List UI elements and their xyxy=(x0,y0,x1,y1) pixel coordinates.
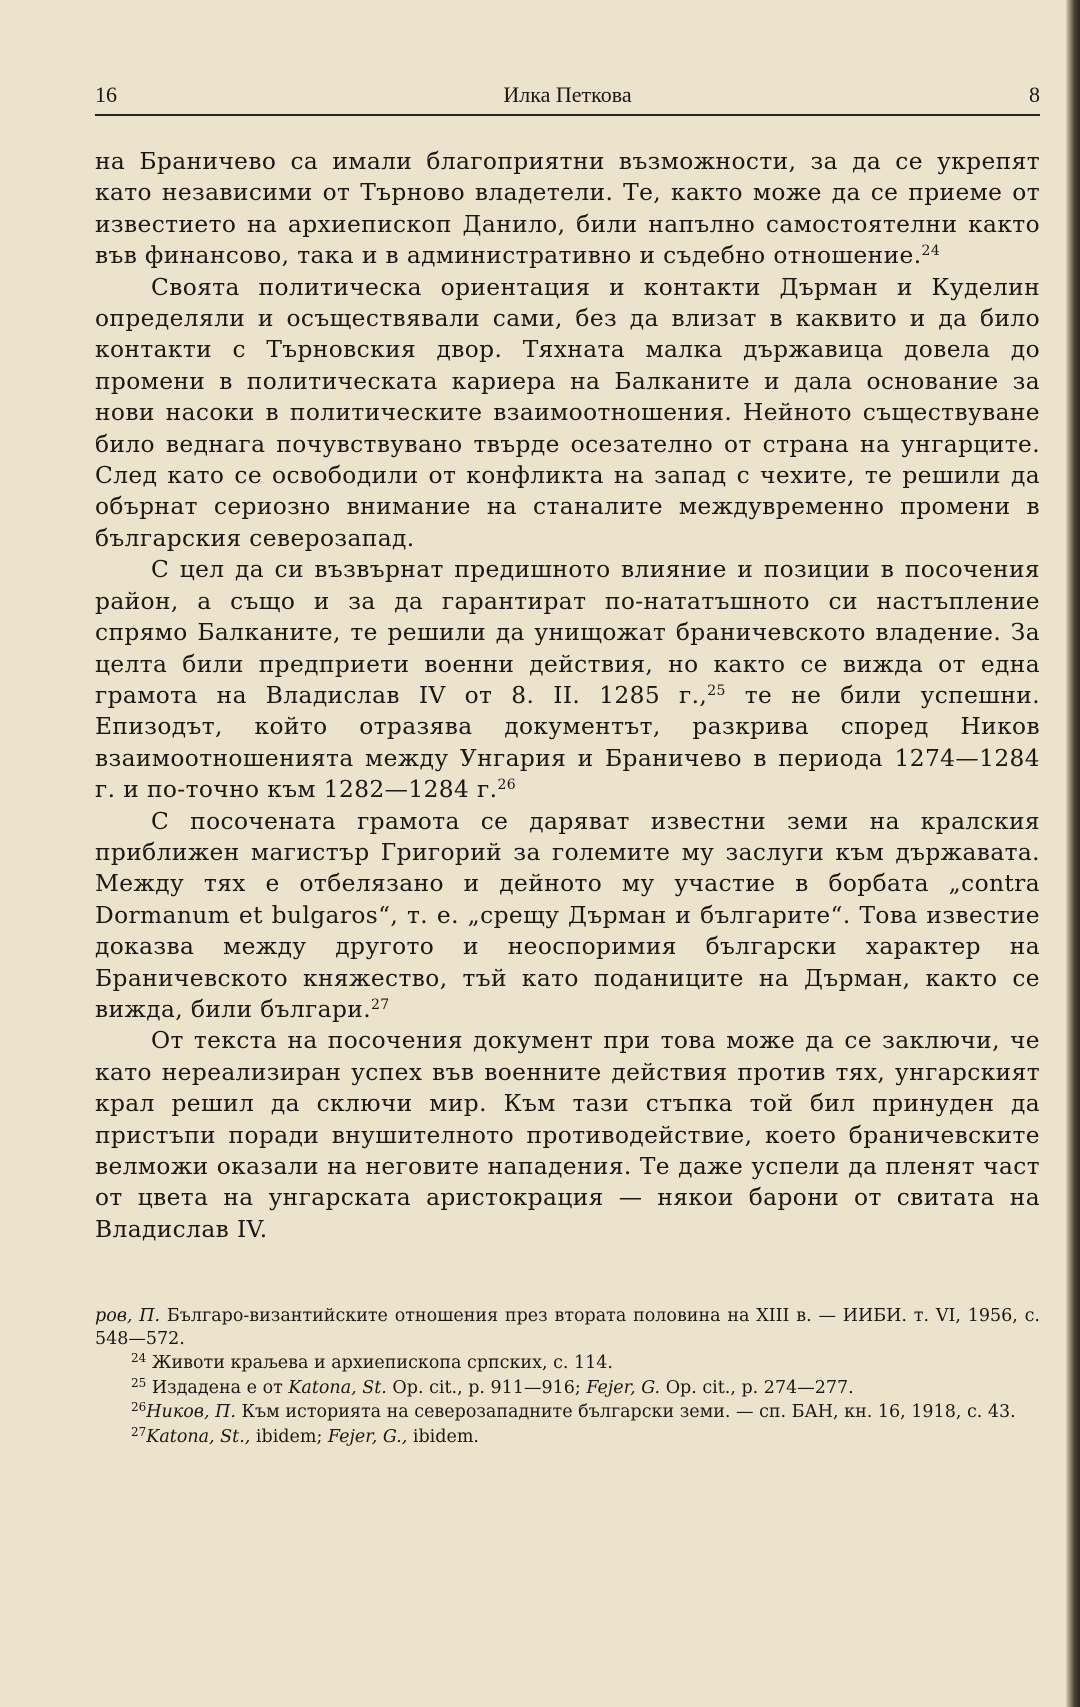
footnote-ref-26: 26 xyxy=(497,777,517,794)
footnote-ref-24: 24 xyxy=(921,243,941,260)
footnote-26: $^{26}$Ников, П. Към историята на северозападните български земи. — сп. БАН, кн. 16, 1918, с. 43. xyxy=(131,1400,1016,1422)
paragraph-4: С посочената грамота се даряват известни земи на кралския приближен магистър Григорий за големите му заслуги към държавата. Между тях е отбелязано и дейното му участие в борбата „contra Dormanum et bulgaros“, т. е. „срещу Дърман и българите“. Това известие доказва между другото и неоспоримия български характер на Браничевското княжество, тъй като поданиците на Дърман, както се вижда, били българи.$^{27}$ xyxy=(95,807,1040,1023)
book-page xyxy=(95,70,1040,1670)
paragraph-5: От текста на посочения документ при това може да се заключи, че като нереализиран успех във военните действия против тях, унгарският крал решил да сключи мир. Към тази стъпка той бил принуден да пристъпи поради внушителното противодействие, което браничевските велможи оказали на неговите нападения. Те даже успели да пленят част от цвета на унгарската аристокрация — някои барони от свитата на Владислав IV. xyxy=(95,1027,1040,1243)
body-text xyxy=(95,146,1040,1245)
section-number: 8 xyxy=(1029,82,1040,107)
paragraph-3: С цел да си възвърнат предишното влияние и позиции в посочения район, а също и за да гарантират по-нататъшното си настъпление спрямо Балканите, те решили да унищожат браничевското владение. За целта били предприети военни действия, но както се вижда от една грамота на Владислав IV от 8. II. 1285 г.,$^{25}$ те не били успешни. Епизодът, който отразява документът, разкрива според Ников взаимоотношенията между Унгария и Браничево в периода 1274—1284 г. и по-точно към 1282—1284 г.$^{26}$ xyxy=(95,556,1040,804)
footnote-24: $^{24}$ Животи краљева и архиепископа српских, с. 114. xyxy=(131,1351,613,1373)
running-author: Илка Петкова xyxy=(503,82,632,107)
footnotes xyxy=(95,1305,1040,1450)
footnote-continued: ров, П. Българо-византийските отношения през втората половина на XIII в. — ИИБИ. т. VI, 1956, с. 548—572. xyxy=(95,1306,1041,1349)
running-header xyxy=(95,70,1040,116)
footnote-27: $^{27}$Katona, St., ibidem; Fejer, G., ibidem. xyxy=(131,1424,479,1447)
paragraph-2: Своята политическа ориентация и контакти Дърман и Куделин определяли и осъществявали сами, без да влизат в каквито и да било контакти с Търновския двор. Тяхната малка държавица довела до промени в политическата кариера на Балканите и дала основание за нови насоки в политическите взаимоотношения. Нейното съществуване било веднага почувствувано твърде осезателно от страна на унгарците. След като се освободили от конфликта на запад с чехите, те решили да обърнат сериозно внимание на станалите междувременно промени в българския северозапад. xyxy=(95,273,1040,552)
paragraph-1: на Браничево са имали благоприятни възможности, за да се укрепят като независими от Търново владетели. Те, както може да се приеме от известието на архиепископ Данило, били напълно самостоятелни както във финансово, така и в административно и съдебно отношение.$^{24}$ xyxy=(95,148,1040,270)
footnote-25: $^{25}$ Издадена е от Katona, St. Op. cit., p. 911—916; Fejer, G. Op. cit., p. 274—277. xyxy=(131,1375,854,1398)
footnote-ref-25: 25 xyxy=(707,682,726,699)
page-edge xyxy=(1066,0,1080,1707)
page-number: 16 xyxy=(95,82,117,107)
footnote-ref-27: 27 xyxy=(371,996,390,1013)
